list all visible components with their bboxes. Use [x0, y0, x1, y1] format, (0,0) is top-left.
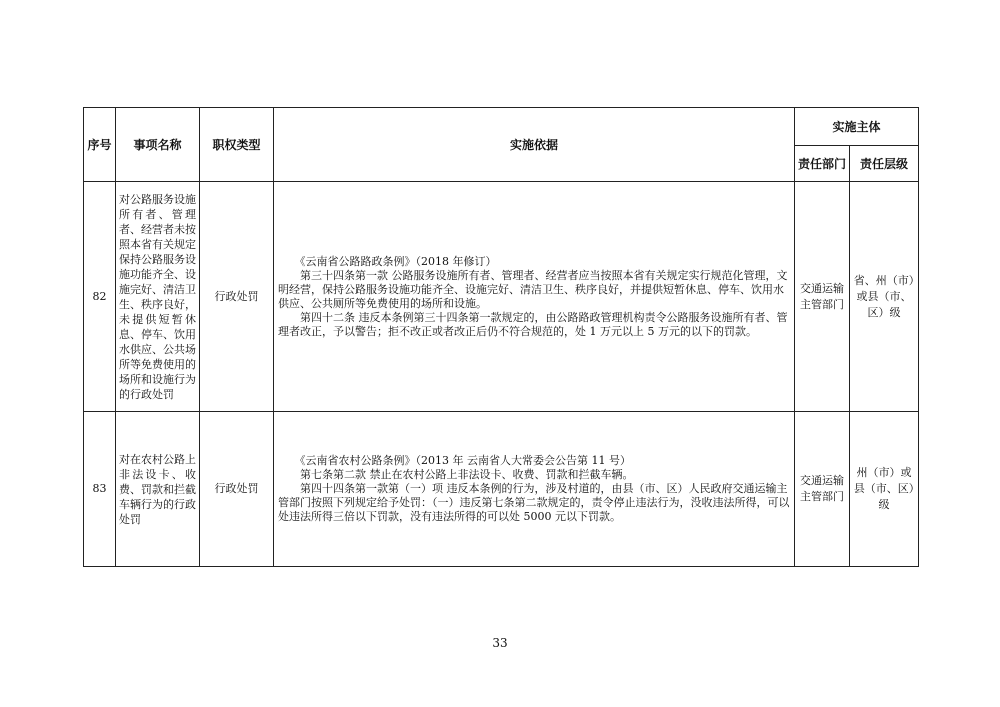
basis-paragraph: 第七条第二款 禁止在农村公路上非法设卡、收费、罚款和拦截车辆。: [300, 468, 634, 481]
basis-paragraph: 《云南省农村公路条例》（2013 年 云南省人大常委会公告第 11 号）: [294, 454, 631, 467]
header-num: 序号: [84, 108, 116, 182]
enforcement-table: [83, 107, 919, 567]
basis-paragraph: 第四十二条 违反本条例第三十四条第一款规定的，由公路路政管理机构责令公路服务设施所有者、管理者改正，予以警告；拒不改正或者改正后仍不符合规范的，处 1 万元以上 5 万元的以下的罚款。: [278, 310, 788, 338]
row-num: 83: [84, 412, 116, 567]
row-dept: 交通运输主管部门: [795, 412, 850, 567]
row-num: 82: [84, 182, 116, 412]
basis-paragraph: 第四十四条第一款第（一）项 违反本条例的行为，涉及村道的，由县（市、区）人民政府交通运输主管部门按照下列规定给予处罚：（一）违反第七条第二款规定的，责令停止违法行为，没收违法所得，可以处违法所得三倍以下罚款，没有违法所得的可以处 5000 元以下罚款。: [278, 482, 790, 523]
header-type: 职权类型: [200, 108, 274, 182]
row-name: 对公路服务设施所有者、管理者、经营者未按照本省有关规定保持公路服务设施功能齐全、设施完好、清洁卫生、秩序良好，未提供短暂休息、停车、饮用水供应、公共场所等免费使用的场所和设施行为的行政处罚: [116, 182, 200, 412]
header-dept: 责任部门: [795, 146, 850, 182]
row-basis: [274, 412, 795, 567]
row-level: 州（市）或县（市、区）级: [850, 412, 919, 567]
header-subject: 实施主体: [795, 108, 919, 146]
basis-paragraph: 《云南省公路路政条例》（2018 年修订）: [294, 254, 497, 268]
page-number: 33: [492, 636, 508, 650]
row-type: 行政处罚: [200, 182, 274, 412]
table-row: [84, 182, 919, 412]
row-type: 行政处罚: [200, 412, 274, 567]
table-row: [84, 412, 919, 567]
row-basis: [274, 182, 795, 412]
header-level: 责任层级: [850, 146, 919, 182]
header-name: 事项名称: [116, 108, 200, 182]
basis-paragraph: 第三十四条第一款 公路服务设施所有者、管理者、经营者应当按照本省有关规定实行规范化管理，文明经营，保持公路服务设施功能齐全、设施完好、清洁卫生、秩序良好，并提供短暂休息、停车、饮用水供应、公共厕所等免费使用的场所和设施。: [278, 268, 788, 310]
row-name: 对在农村公路上非法设卡、收费、罚款和拦截车辆行为的行政处罚: [116, 412, 200, 567]
row-level: 省、州（市）或县（市、区）级: [850, 182, 919, 412]
row-dept: 交通运输主管部门: [795, 182, 850, 412]
header-basis: 实施依据: [274, 108, 795, 182]
